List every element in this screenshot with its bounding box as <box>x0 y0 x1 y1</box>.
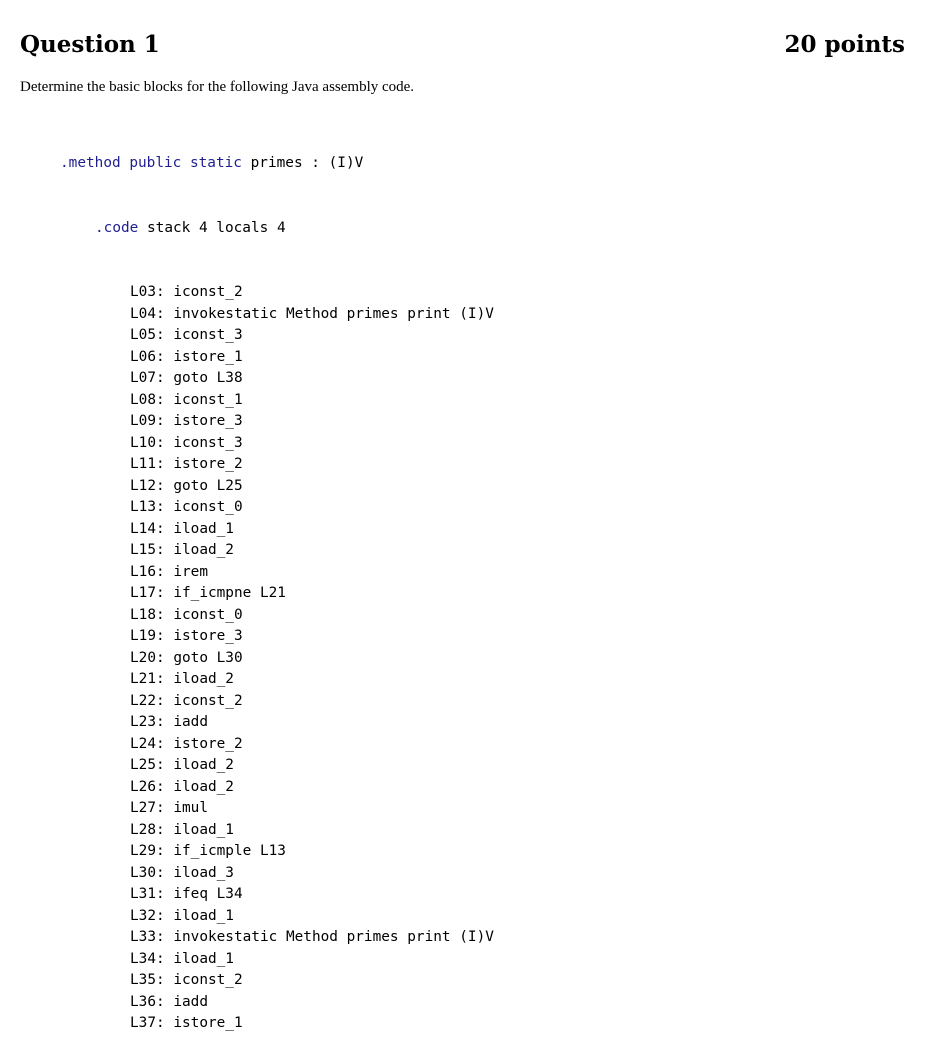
instruction-label: L26: <box>130 778 165 795</box>
instruction-op: istore_3 <box>173 413 243 429</box>
instruction-line <box>0 777 494 799</box>
instruction-line <box>0 605 494 627</box>
assembly-code-block <box>0 110 494 1056</box>
instruction-line <box>0 992 494 1014</box>
instruction-line <box>0 691 494 713</box>
instruction-op: iconst_2 <box>173 284 243 300</box>
instruction-line <box>0 562 494 584</box>
instruction-label: L03: <box>130 284 165 300</box>
instruction-op: iconst_1 <box>173 391 243 408</box>
instruction-line <box>0 368 494 390</box>
instruction-line <box>0 411 494 433</box>
instruction-op: invokestatic Method primes print (I)V <box>173 929 494 945</box>
instruction-line <box>0 863 494 885</box>
public-keyword: public <box>129 155 182 171</box>
instruction-label: L04: <box>130 305 165 322</box>
instruction-op: iload_1 <box>173 950 234 967</box>
instruction-label: L11: <box>130 456 165 472</box>
instruction-op: istore_2 <box>173 735 243 752</box>
instruction-op: iadd <box>173 993 208 1010</box>
instruction-list <box>0 282 494 1035</box>
instruction-op: goto L30 <box>173 649 243 666</box>
instruction-op: iconst_3 <box>173 327 243 343</box>
instruction-label: L19: <box>130 628 165 644</box>
instruction-label: L16: <box>130 563 165 580</box>
instruction-label: L28: <box>130 821 165 838</box>
method-directive: .method <box>60 155 121 171</box>
instruction-op: iconst_3 <box>173 434 243 451</box>
code-declaration <box>0 218 494 240</box>
instruction-label: L27: <box>130 800 165 816</box>
instruction-line <box>0 906 494 928</box>
instruction-line <box>0 626 494 648</box>
instruction-line <box>0 454 494 476</box>
instruction-op: iconst_0 <box>173 499 243 515</box>
question-instruction: Determine the basic blocks for the following Java assembly code. <box>20 79 415 95</box>
instruction-label: L32: <box>130 907 165 924</box>
instruction-op: iload_2 <box>173 778 234 795</box>
method-declaration <box>0 153 494 175</box>
instruction-op: istore_3 <box>173 628 243 644</box>
instruction-label: L25: <box>130 757 165 773</box>
instruction-label: L22: <box>130 692 165 709</box>
instruction-label: L18: <box>130 606 165 623</box>
instruction-line <box>0 497 494 519</box>
instruction-op: iload_2 <box>173 757 234 773</box>
method-signature: primes : (I)V <box>250 155 364 171</box>
instruction-label: L17: <box>130 585 165 601</box>
instruction-line <box>0 841 494 863</box>
instruction-op: iload_1 <box>173 821 234 838</box>
instruction-label: L08: <box>130 391 165 408</box>
instruction-line <box>0 755 494 777</box>
instruction-op: iconst_0 <box>173 606 243 623</box>
instruction-line <box>0 927 494 949</box>
instruction-label: L29: <box>130 843 165 859</box>
instruction-op: iload_1 <box>173 907 234 924</box>
instruction-label: L21: <box>130 671 165 687</box>
instruction-line <box>0 712 494 734</box>
question-title: Question 1 <box>20 31 160 58</box>
instruction-op: iconst_2 <box>173 972 243 988</box>
instruction-label: L20: <box>130 649 165 666</box>
instruction-label: L12: <box>130 477 165 494</box>
question-points: 20 points <box>784 31 905 58</box>
instruction-line <box>0 519 494 541</box>
instruction-label: L34: <box>130 950 165 967</box>
instruction-label: L24: <box>130 735 165 752</box>
instruction-op: istore_2 <box>173 456 243 472</box>
instruction-op: ifeq L34 <box>173 886 243 902</box>
instruction-label: L05: <box>130 327 165 343</box>
instruction-label: L30: <box>130 864 165 881</box>
instruction-op: invokestatic Method primes print (I)V <box>173 305 494 322</box>
instruction-op: irem <box>173 563 208 580</box>
instruction-op: iconst_2 <box>173 692 243 709</box>
instruction-op: imul <box>173 800 208 816</box>
instruction-label: L36: <box>130 993 165 1010</box>
instruction-line <box>0 798 494 820</box>
instruction-line <box>0 325 494 347</box>
instruction-line <box>0 390 494 412</box>
instruction-op: iload_2 <box>173 671 234 687</box>
instruction-line <box>0 970 494 992</box>
instruction-line <box>0 669 494 691</box>
instruction-label: L06: <box>130 348 165 365</box>
code-directive: .code <box>95 219 139 236</box>
instruction-label: L10: <box>130 434 165 451</box>
instruction-line <box>0 648 494 670</box>
instruction-label: L23: <box>130 714 165 730</box>
instruction-op: iload_1 <box>173 520 234 537</box>
instruction-op: goto L25 <box>173 477 243 494</box>
instruction-label: L15: <box>130 542 165 558</box>
instruction-label: L31: <box>130 886 165 902</box>
instruction-line <box>0 304 494 326</box>
instruction-label: L13: <box>130 499 165 515</box>
instruction-line <box>0 1013 494 1035</box>
instruction-op: istore_1 <box>173 1015 243 1031</box>
instruction-line <box>0 433 494 455</box>
instruction-label: L33: <box>130 929 165 945</box>
static-keyword: static <box>189 155 242 171</box>
instruction-op: iload_3 <box>173 864 234 881</box>
instruction-label: L35: <box>130 972 165 988</box>
code-stack-locals: stack 4 locals 4 <box>147 219 286 236</box>
instruction-line <box>0 734 494 756</box>
instruction-line <box>0 949 494 971</box>
instruction-op: goto L38 <box>173 370 243 386</box>
instruction-line <box>0 884 494 906</box>
instruction-op: if_icmple L13 <box>173 843 286 859</box>
instruction-label: L07: <box>130 370 165 386</box>
instruction-label: L09: <box>130 413 165 429</box>
instruction-line <box>0 820 494 842</box>
instruction-op: iadd <box>173 714 208 730</box>
instruction-label: L14: <box>130 520 165 537</box>
instruction-line <box>0 347 494 369</box>
instruction-label: L37: <box>130 1015 165 1031</box>
question-header <box>20 30 905 60</box>
instruction-op: iload_2 <box>173 542 234 558</box>
instruction-line <box>0 540 494 562</box>
instruction-op: istore_1 <box>173 348 243 365</box>
instruction-line <box>0 282 494 304</box>
instruction-op: if_icmpne L21 <box>173 585 286 601</box>
instruction-line <box>0 476 494 498</box>
instruction-line <box>0 583 494 605</box>
